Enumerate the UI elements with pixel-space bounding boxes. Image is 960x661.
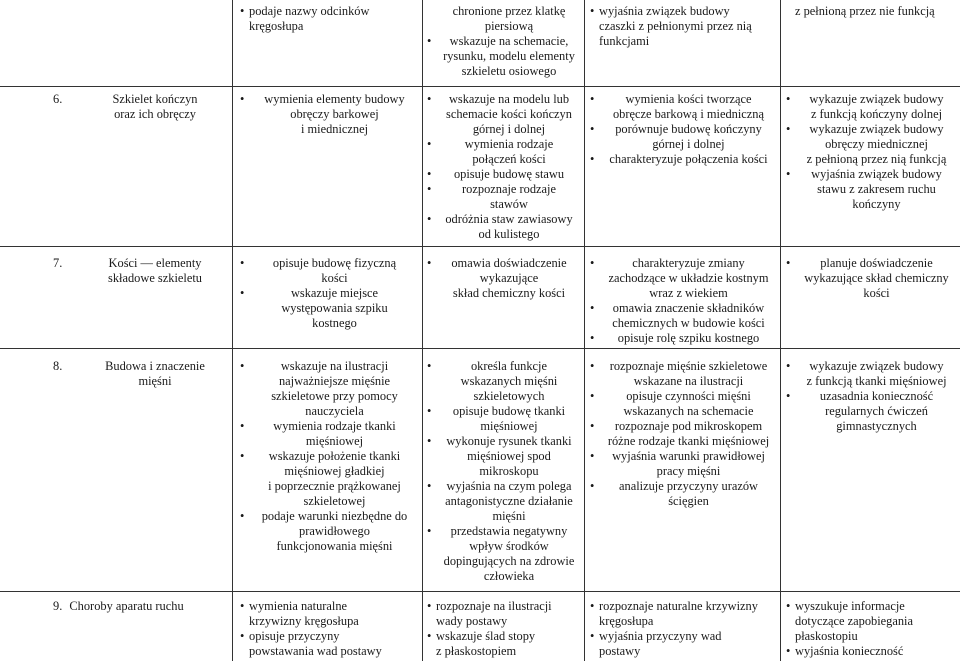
row9-expanding-cell bbox=[590, 599, 778, 659]
list-item: • odróżnia staw zawiasowy od kulistego bbox=[427, 212, 582, 242]
list-item: • podaje nazwy odcinków kręgosłupa bbox=[240, 4, 420, 34]
row7-extended-cell bbox=[427, 256, 582, 301]
list-item: • wymienia kości tworzące obręcze barkową i miedniczną bbox=[590, 92, 778, 122]
list-item: • wskazuje na schemacie, rysunku, modelu elementy szkieletu osiowego bbox=[427, 34, 582, 79]
row6-expanding-cell bbox=[590, 92, 778, 167]
list-item: • wymienia elementy budowy obręczy barkowej i miednicznej bbox=[240, 92, 420, 137]
row-divider bbox=[0, 246, 960, 247]
list-item: • opisuje rolę szpiku kostnego bbox=[590, 331, 778, 346]
list-item: • wskazuje położenie tkanki mięśniowej gładkiej i poprzecznie prążkowanej szkieletowej bbox=[240, 449, 420, 509]
list-item: • wykazuje związek budowy obręczy miednicznej z pełnioną przez nią funkcją bbox=[786, 122, 958, 167]
row8-extended-cell bbox=[427, 359, 582, 584]
column-divider bbox=[584, 0, 585, 661]
column-divider bbox=[232, 0, 233, 661]
row0-basic-cell bbox=[240, 4, 420, 34]
row6-extended-cell bbox=[427, 92, 582, 242]
list-item: • określa funkcje wskazanych mięśni szkieletowych bbox=[427, 359, 582, 404]
column-divider bbox=[422, 0, 423, 661]
row8-excellent-cell bbox=[786, 359, 958, 434]
row-divider bbox=[0, 348, 960, 349]
list-item: • wyjaśnia na czym polega antagonistyczne działanie mięśni bbox=[427, 479, 582, 524]
list-item: • rozpoznaje rodzaje stawów bbox=[427, 182, 582, 212]
list-item: • rozpoznaje naturalne krzywizny kręgosłupa bbox=[590, 599, 778, 629]
list-item: • opisuje budowę tkanki mięśniowej bbox=[427, 404, 582, 434]
list-item: • wymienia rodzaje połączeń kości bbox=[427, 137, 582, 167]
list-item: • wskazuje miejsce występowania szpiku kostnego bbox=[240, 286, 420, 331]
list-item: • wskazuje ślad stopy z płaskostopiem bbox=[427, 629, 582, 659]
list-item: • opisuje budowę fizyczną kości bbox=[240, 256, 420, 286]
list-item: • porównuje budowę kończyny górnej i dolnej bbox=[590, 122, 778, 152]
list-item: • charakteryzuje zmiany zachodzące w układzie kostnym wraz z wiekiem bbox=[590, 256, 778, 301]
list-item: • wykazuje związek budowy z funkcją kończyny dolnej bbox=[786, 92, 958, 122]
list-item: • wyjaśnia związek budowy stawu z zakresem ruchu kończyny bbox=[786, 167, 958, 212]
list-item: • wskazuje na ilustracji najważniejsze mięśnie szkieletowe przy pomocy nauczyciela bbox=[240, 359, 420, 419]
row-divider bbox=[0, 86, 960, 87]
list-item: • wymienia rodzaje tkanki mięśniowej bbox=[240, 419, 420, 449]
list-item: • analizuje przyczyny urazów ścięgien bbox=[590, 479, 778, 509]
row7-expanding-cell bbox=[590, 256, 778, 346]
row7-basic-cell bbox=[240, 256, 420, 331]
list-item: • wyjaśnia warunki prawidłowej pracy mięśni bbox=[590, 449, 778, 479]
list-item: • omawia znaczenie składników chemicznych w budowie kości bbox=[590, 301, 778, 331]
list-item: • opisuje przyczyny powstawania wad postawy bbox=[240, 629, 420, 659]
list-item: • opisuje czynności mięśni wskazanych na schemacie bbox=[590, 389, 778, 419]
row6-basic-cell bbox=[240, 92, 420, 137]
column-divider bbox=[780, 0, 781, 661]
row9-heading bbox=[53, 599, 231, 614]
row9-basic-cell bbox=[240, 599, 420, 659]
row6-topic: Szkielet kończyn oraz ich obręczy bbox=[112, 92, 198, 121]
list-item: • wyjaśnia związek budowy czaszki z pełnionymi przez nią funkcjami bbox=[590, 4, 778, 49]
row8-number: 8. bbox=[53, 359, 63, 373]
list-item: • opisuje budowę stawu bbox=[427, 167, 582, 182]
row9-topic: Choroby aparatu ruchu bbox=[69, 599, 184, 613]
list-item: • planuje doświadczenie wykazujące skład chemiczny kości bbox=[786, 256, 958, 301]
list-item: • wskazuje na modelu lub schemacie kości kończyn górnej i dolnej bbox=[427, 92, 582, 137]
list-item: • rozpoznaje na ilustracji wady postawy bbox=[427, 599, 582, 629]
list-item: • charakteryzuje połączenia kości bbox=[590, 152, 778, 167]
row7-excellent-cell bbox=[786, 256, 958, 301]
list-item: • rozpoznaje pod mikroskopem różne rodzaje tkanki mięśniowej bbox=[590, 419, 778, 449]
list-item: • podaje warunki niezbędne do prawidłowego funkcjonowania mięśni bbox=[240, 509, 420, 554]
row8-expanding-cell bbox=[590, 359, 778, 509]
list-item: • wyjaśnia konieczność bbox=[786, 644, 958, 659]
row0-expanding-cell bbox=[590, 4, 778, 49]
row0-excellent-cell: z pełnioną przez nie funkcją bbox=[795, 4, 935, 18]
row8-topic: Budowa i znaczenie mięśni bbox=[105, 359, 205, 388]
row8-basic-cell bbox=[240, 359, 420, 554]
list-item: • wyszukuje informacje dotyczące zapobiegania płaskostopiu bbox=[786, 599, 958, 644]
list-item: • wykonuje rysunek tkanki mięśniowej spod mikroskopu bbox=[427, 434, 582, 479]
list-item: • omawia doświadczenie wykazujące skład chemiczny kości bbox=[427, 256, 582, 301]
list-item: • wymienia naturalne krzywizny kręgosłupa bbox=[240, 599, 420, 629]
list-item: • rozpoznaje mięśnie szkieletowe wskazane na ilustracji bbox=[590, 359, 778, 389]
list-item: • przedstawia negatywny wpływ środków dopingujących na zdrowie człowieka bbox=[427, 524, 582, 584]
row9-excellent-cell bbox=[786, 599, 958, 659]
row7-number: 7. bbox=[53, 256, 63, 270]
list-item: • wyjaśnia przyczyny wad postawy bbox=[590, 629, 778, 659]
row7-topic: Kości — elementy składowe szkieletu bbox=[108, 256, 202, 285]
row6-excellent-cell bbox=[786, 92, 958, 212]
row9-extended-cell bbox=[427, 599, 582, 659]
row0-extended-cell bbox=[427, 4, 582, 79]
list-item: • uzasadnia konieczność regularnych ćwiczeń gimnastycznych bbox=[786, 389, 958, 434]
list-item: • wykazuje związek budowy z funkcją tkanki mięśniowej bbox=[786, 359, 958, 389]
row9-number: 9. bbox=[53, 599, 63, 613]
list-item-cont: chronione przez klatkę piersiową bbox=[452, 4, 566, 33]
row-divider bbox=[0, 591, 960, 592]
row6-number: 6. bbox=[53, 92, 63, 106]
